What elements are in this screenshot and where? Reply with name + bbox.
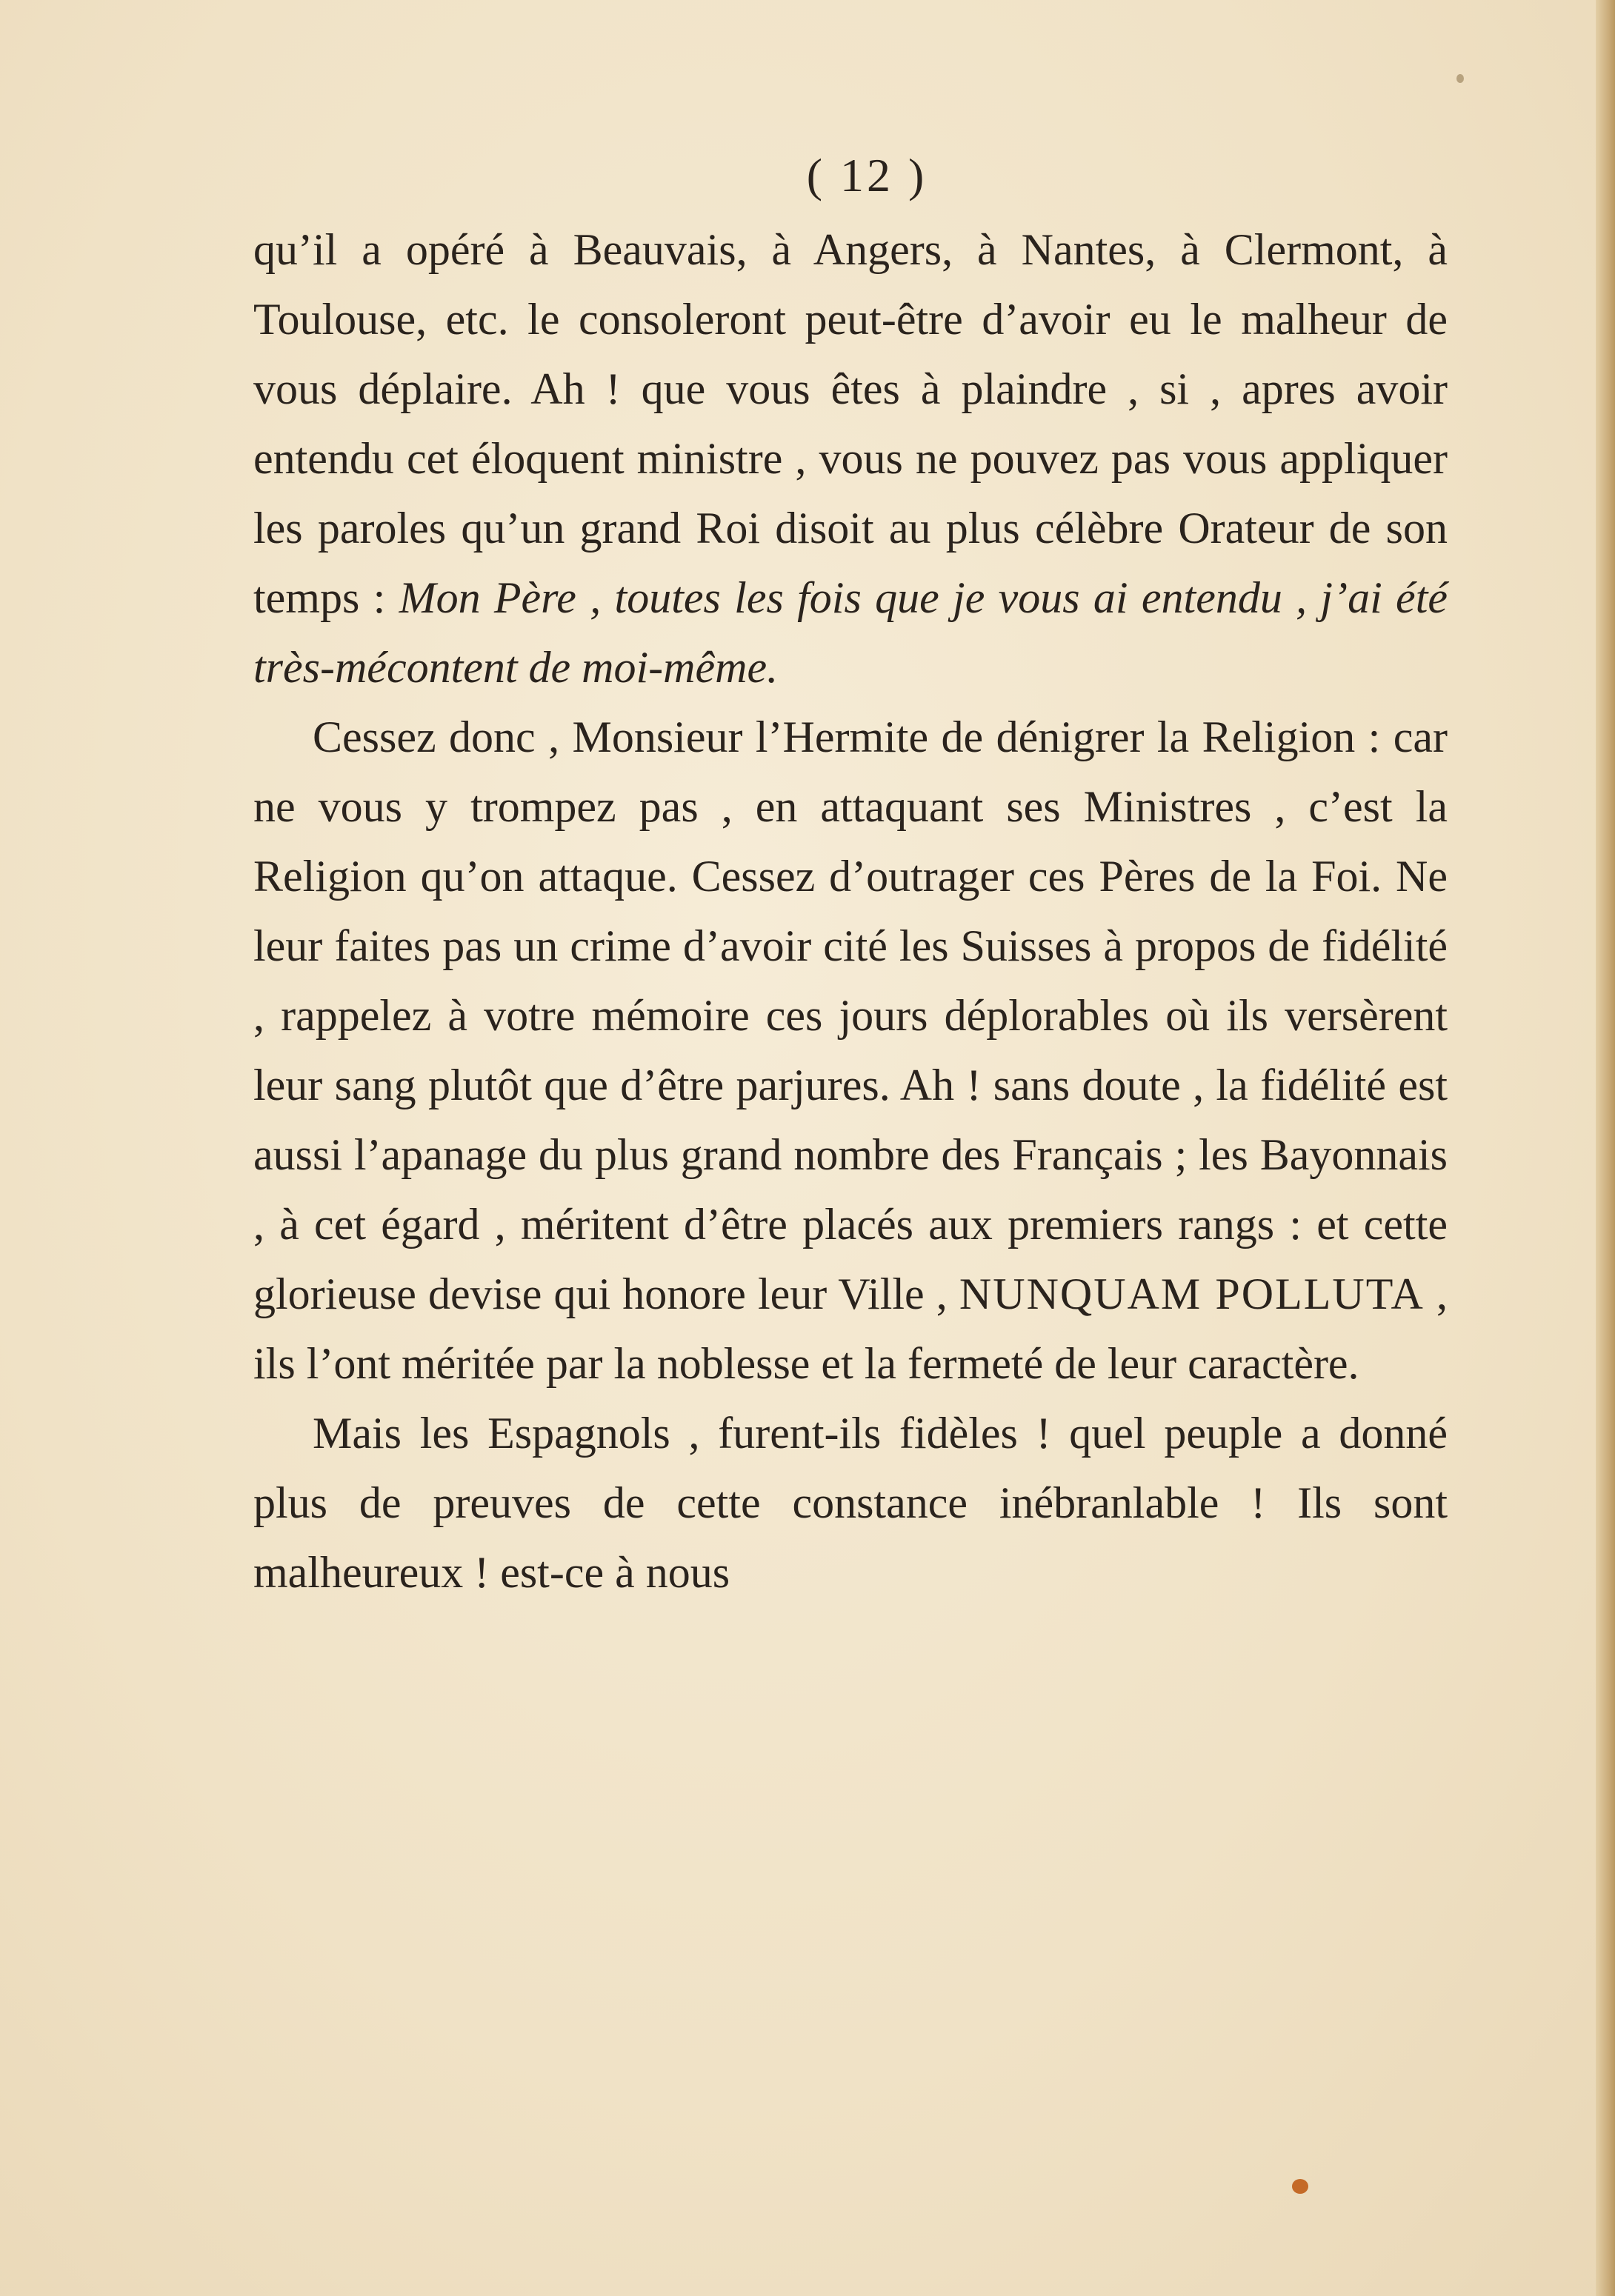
paragraph-text: , ils l’ont méritée par la noblesse et la fermeté de leur caractère. [253, 1269, 1448, 1388]
page-edge [1596, 0, 1615, 2296]
paragraph-text: Cessez donc , Monsieur l’Hermite de dénigrer la Religion : car ne vous y trompez pas , en attaquant ses Ministres , c’est la Religion qu’on attaque. Cessez d’outrager ces Pères de la Foi. Ne leur faites pas un crime d’avoir cité les Suisses à propos de fidélité , rappelez à votre mémoire ces jours déplorables où ils versèrent leur sang plutôt que d’être parjures. Ah ! sans doute , la fidélité est aussi l’apanage du plus grand nombre des Français ; les Bayonnais , à cet égard , méritent d’être placés aux premiers rangs : et cette glorieuse devise qui honore leur Ville , [253, 713, 1448, 1318]
paragraph-1 [253, 215, 1448, 702]
paper-spot [1456, 74, 1464, 83]
paragraph-text: Mais les Espagnols , furent-ils fidèles ! quel peuple a donné plus de preuves de cette constance inébranlable ! Ils sont malheureux ! est-ce à nous [253, 1409, 1448, 1597]
paper-spot [1292, 2179, 1308, 2194]
page-number: ( 12 ) [806, 149, 928, 201]
paragraph-text: qu’il a opéré à Beauvais, à Angers, à Nantes, à Clermont, à Toulouse, etc. le consoleront peut-être d’avoir eu le malheur de vous déplaire. Ah ! que vous êtes à plaindre , si , apres avoir entendu cet éloquent ministre , vous ne pouvez pas vous appliquer les paroles qu’un grand Roi disoit au plus célèbre Orateur de son temps : [253, 225, 1448, 622]
body-text [253, 215, 1448, 1607]
city-motto: NUNQUAM POLLUTA [959, 1269, 1425, 1318]
paragraph-2 [253, 702, 1448, 1398]
italic-quote: Mon Père , toutes les fois que je vous ai entendu , j’ai été très-mécontent de moi-même. [253, 573, 1448, 692]
paragraph-3 [253, 1398, 1448, 1607]
